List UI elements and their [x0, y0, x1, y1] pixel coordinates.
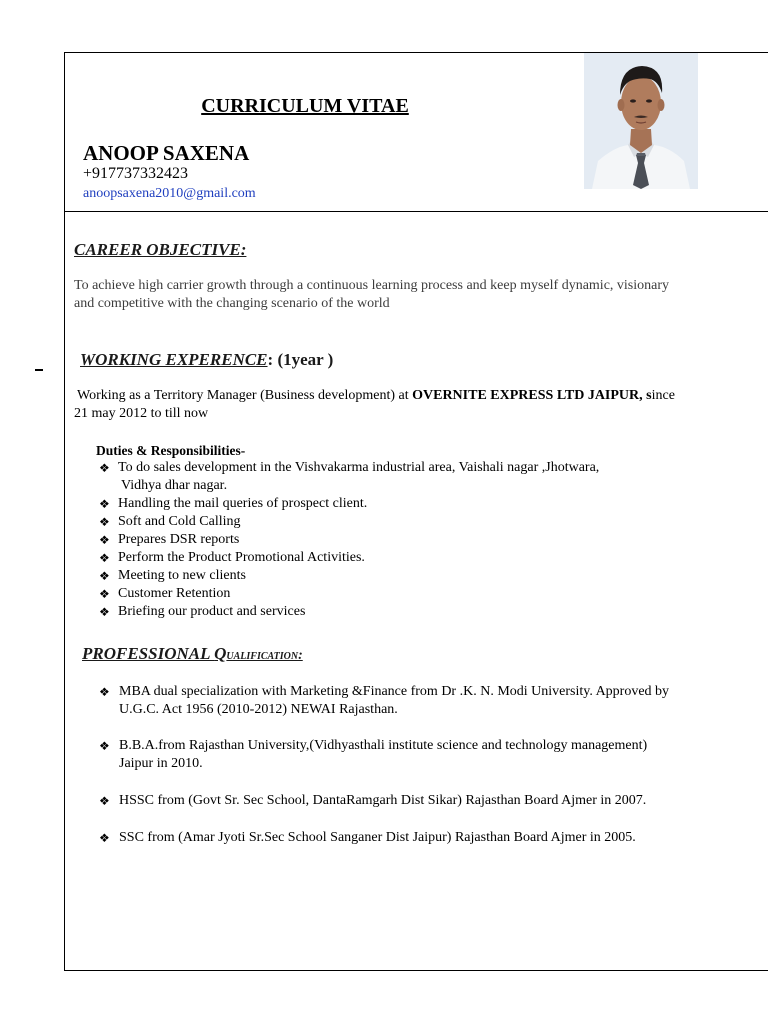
- diamond-bullet-icon: ❖: [99, 551, 110, 565]
- profile-photo: [584, 53, 698, 189]
- list-item: ❖ Briefing our product and services: [99, 604, 306, 619]
- qualification-heading: PROFESSIONAL Qualification:: [82, 644, 303, 663]
- work-experience-dates: 21 may 2012 to till now: [74, 406, 209, 421]
- diamond-bullet-icon: ❖: [99, 794, 110, 808]
- diamond-bullet-icon: ❖: [99, 739, 110, 753]
- email-link[interactable]: anoopsaxena2010@gmail.com: [83, 186, 256, 201]
- diamond-bullet-icon: ❖: [99, 461, 110, 475]
- list-item: ❖ Perform the Product Promotional Activities.: [99, 550, 365, 565]
- company-name: OVERNITE EXPRESS LTD JAIPUR, s: [412, 388, 652, 403]
- diamond-bullet-icon: ❖: [99, 497, 110, 511]
- list-item: ❖ Meeting to new clients: [99, 568, 246, 583]
- diamond-bullet-icon: ❖: [99, 569, 110, 583]
- list-item: ❖ Handling the mail queries of prospect client.: [99, 496, 368, 511]
- duties-list: [99, 459, 599, 621]
- header-divider: [64, 211, 768, 212]
- list-item-continuation: Vidhya dhar nagar.: [121, 478, 228, 493]
- cv-title: CURRICULUM VITAE: [201, 95, 409, 117]
- qualification-item: ❖ HSSC from (Govt Sr. Sec School, DantaRamgarh Dist Sikar) Rajasthan Board Ajmer in 2007.: [99, 793, 647, 808]
- diamond-bullet-icon: ❖: [99, 515, 110, 529]
- career-objective-heading: CAREER OBJECTIVE:: [74, 240, 247, 259]
- list-item: ❖ Prepares DSR reports: [99, 532, 240, 547]
- diamond-bullet-icon: ❖: [99, 587, 110, 601]
- duties-title: Duties & Responsibilities-: [96, 443, 246, 458]
- diamond-bullet-icon: ❖: [99, 533, 110, 547]
- qualification-item: ❖ SSC from (Amar Jyoti Sr.Sec School Sanganer Dist Jaipur) Rajasthan Board Ajmer in 2005.: [99, 830, 636, 845]
- career-objective-line-2: and competitive with the changing scenario of the world: [74, 296, 390, 311]
- career-objective-line-1: To achieve high carrier growth through a continuous learning process and keep myself dynamic, visionary: [74, 278, 670, 293]
- work-experience-intro: Working as a Territory Manager (Business development) at OVERNITE EXPRESS LTD JAIPUR, since: [77, 388, 675, 403]
- candidate-name: ANOOP SAXENA: [83, 141, 250, 165]
- list-item: ❖ Customer Retention: [99, 586, 231, 601]
- diamond-bullet-icon: ❖: [99, 685, 110, 699]
- list-item: ❖ To do sales development in the Vishvakarma industrial area, Vaishali nagar ,Jhotwara,: [99, 460, 600, 475]
- diamond-bullet-icon: ❖: [99, 605, 110, 619]
- list-item: ❖ Soft and Cold Calling: [99, 514, 241, 529]
- qualification-item: ❖ MBA dual specialization with Marketing &Finance from Dr .K. N. Modi University. Approved by U.G.C. Act 1956 (2010-2012) NEWAI Rajasthan.: [99, 684, 670, 717]
- qualification-item: ❖ B.B.A.from Rajasthan University,(Vidhyasthali institute science and technology management) Jaipur in 2010.: [99, 738, 648, 771]
- phone-number: +917737332423: [83, 165, 189, 182]
- margin-mark: [35, 369, 43, 371]
- diamond-bullet-icon: ❖: [99, 831, 110, 845]
- work-experience-heading: WORKING EXPERENCE: (1year ): [80, 350, 334, 369]
